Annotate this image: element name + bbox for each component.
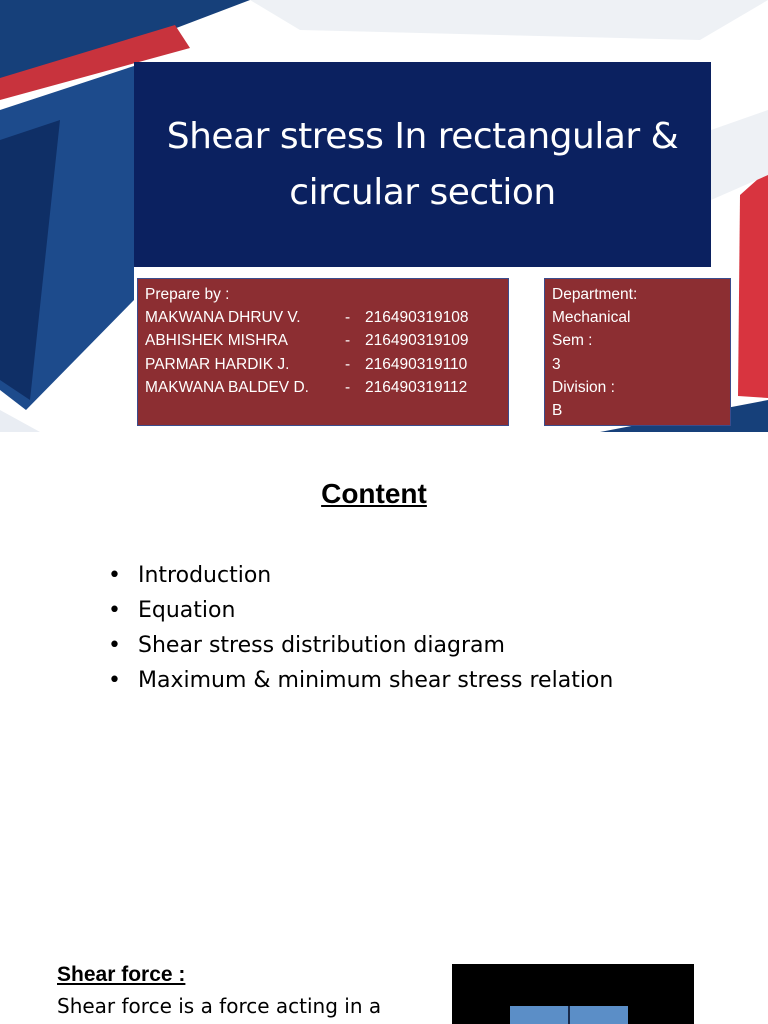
- sem-value: 3: [552, 355, 561, 373]
- member-dash: -: [345, 332, 351, 350]
- member-row: [145, 306, 501, 329]
- list-item-text: Maximum & minimum shear stress relation: [138, 668, 614, 693]
- division-value: B: [552, 402, 563, 420]
- member-dash: -: [345, 355, 351, 373]
- content-list: [108, 558, 613, 698]
- bullet-icon: •: [108, 563, 121, 588]
- bullet-icon: •: [108, 668, 121, 693]
- slide-title: Shear stress In rectangular & circular section: [166, 115, 679, 213]
- shear-force-figure: [452, 964, 694, 1024]
- prepared-by-box: [137, 278, 509, 426]
- bullet-icon: •: [108, 633, 121, 658]
- member-id: 216490319108: [365, 309, 469, 327]
- list-item: [108, 593, 613, 628]
- member-name: MAKWANA DHRUV V.: [145, 309, 301, 327]
- title-slide: [0, 0, 768, 432]
- shear-force-heading: Shear force :: [57, 963, 186, 986]
- list-item: [108, 628, 613, 663]
- member-id: 216490319112: [365, 378, 468, 396]
- member-name: MAKWANA BALDEV D.: [145, 378, 309, 396]
- list-item-text: Introduction: [138, 563, 272, 588]
- member-name: ABHISHEK MISHRA: [145, 332, 288, 350]
- department-label: Department:: [552, 286, 638, 303]
- member-row: [145, 376, 501, 399]
- list-item-text: Equation: [138, 598, 236, 623]
- beam-section-line: [568, 1006, 570, 1024]
- department-value: Mechanical: [552, 309, 631, 327]
- member-id: 216490319109: [365, 332, 469, 350]
- member-dash: -: [345, 309, 351, 327]
- department-box: [544, 278, 731, 426]
- sem-label: Sem :: [552, 332, 593, 350]
- list-item-text: Shear stress distribution diagram: [138, 633, 505, 658]
- content-heading: Content: [321, 478, 427, 509]
- division-label: Division :: [552, 378, 615, 396]
- title-banner: [134, 62, 711, 267]
- prepared-by-label: Prepare by :: [145, 286, 230, 303]
- member-dash: -: [345, 378, 351, 396]
- member-row: [145, 329, 501, 352]
- shear-force-text: Shear force is a force acting in a: [57, 994, 382, 1018]
- member-id: 216490319110: [365, 355, 468, 373]
- member-name: PARMAR HARDIK J.: [145, 355, 290, 373]
- member-row: [145, 353, 501, 376]
- shear-force-slide: [0, 944, 768, 1024]
- list-item: [108, 558, 613, 593]
- list-item: [108, 663, 613, 698]
- bullet-icon: •: [108, 598, 121, 623]
- content-slide: [0, 432, 768, 944]
